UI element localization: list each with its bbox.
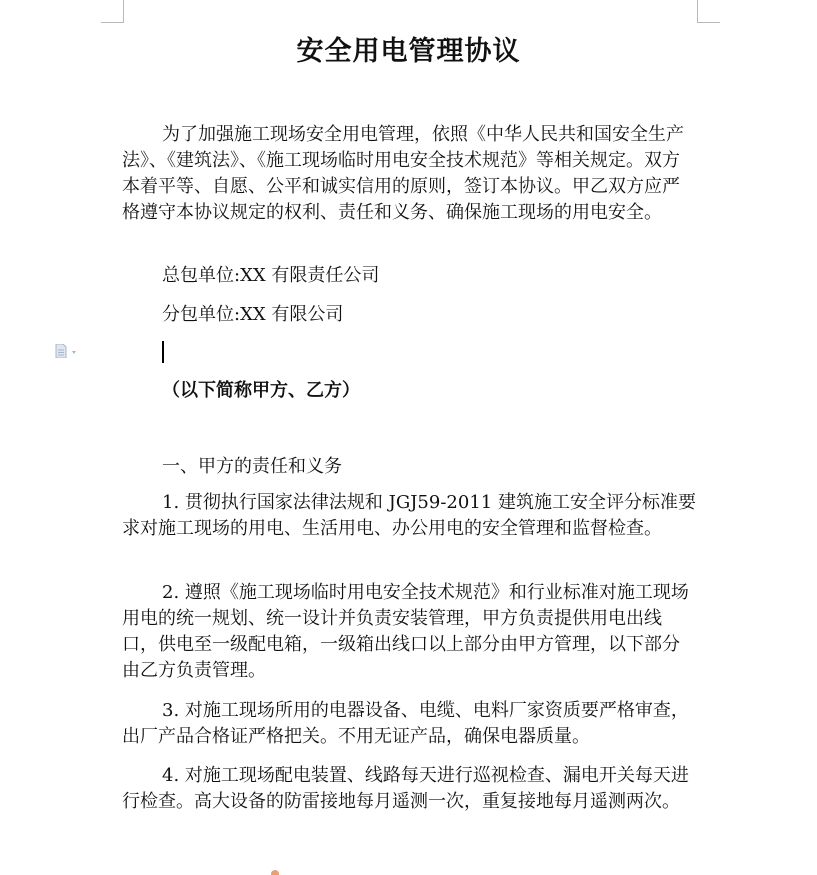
crop-mark-top-right	[697, 0, 720, 23]
document-title: 安全用电管理协议	[296, 36, 521, 67]
abbreviation-line[interactable]: （以下简称甲方、乙方）	[162, 380, 360, 401]
clause-item-1[interactable]: 1. 贯彻执行国家法律法规和 JGJ59-2011 建筑施工安全评分标准要求对施工现场的用电、生活用电、办公用电的安全管理和监督检查。	[122, 492, 696, 539]
section-title[interactable]: 一、甲方的责任和义务	[162, 456, 342, 477]
clause-item-3[interactable]: 3. 对施工现场所用的电器设备、电缆、电料厂家资质要严格审查，出厂产品合格证严格把关。不用无证产品，确保电器质量。	[122, 700, 689, 747]
intro-paragraph[interactable]: 为了加强施工现场安全用电管理，依照《中华人民共和国安全生产法》、《建筑法》、《施工现场临时用电安全技术规范》等相关规定。双方本着平等、自愿、公平和诚实信用的原则，签订本协议。甲乙双方应严格遵守本协议规定的权利、责任和义务、确保施工现场的用电安全。	[122, 124, 684, 223]
document-options-icon[interactable]	[55, 344, 79, 358]
text-cursor	[162, 341, 164, 363]
clause-item-4[interactable]: 4. 对施工现场配电装置、线路每天进行巡视检查、漏电开关每天进行检查。高大设备的防雷接地每月遥测一次，重复接地每月遥测两次。	[122, 765, 689, 812]
crop-mark-top-left	[101, 0, 124, 23]
subcontractor-line[interactable]: 分包单位:XX 有限公司	[162, 304, 344, 325]
clause-item-2[interactable]: 2. 遵照《施工现场临时用电安全技术规范》和行业标准对施工现场用电的统一规划、统一设计并负责安装管理，甲方负责提供用电出线口，供电至一级配电箱，一级箱出线口以上部分由甲方管理，以下部分由乙方负责管理。	[122, 582, 689, 681]
bottom-marker	[271, 870, 279, 875]
general-contractor-line[interactable]: 总包单位:XX 有限责任公司	[162, 265, 380, 286]
